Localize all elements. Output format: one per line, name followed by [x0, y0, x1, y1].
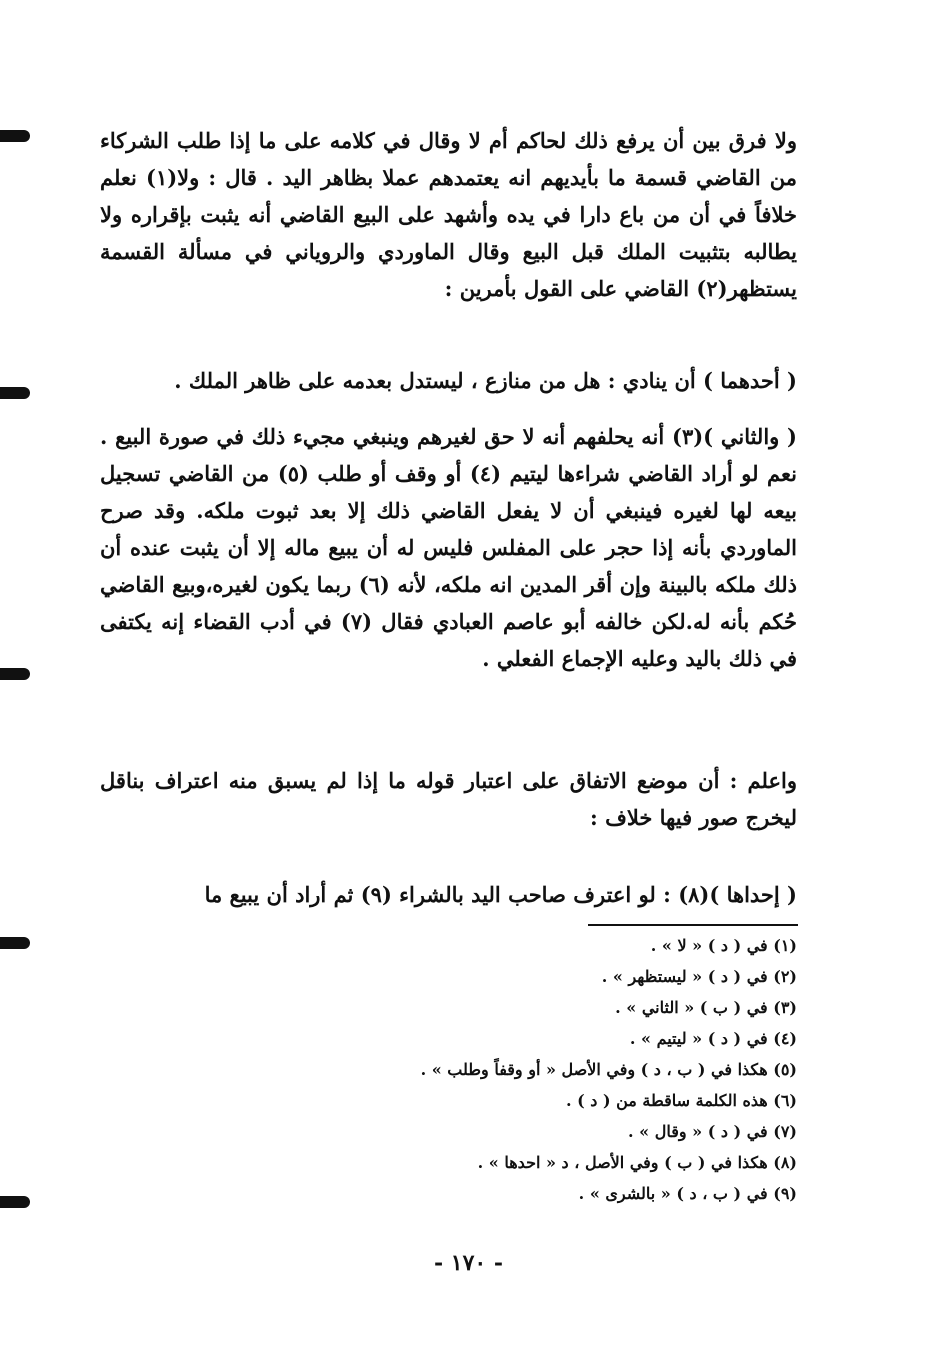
- footnote-item: (٢) في ( د ) « ليستظهر » .: [601, 967, 797, 986]
- footnote-item: (٣) في ( ب ) « الثاني » .: [615, 998, 797, 1017]
- paragraph-1-text: ولا فرق بين أن يرفع ذلك لحاكم أم لا وقال في كلامه على ما إذا طلب الشركاء من القاضي قسمة ما بأيديهم انه يعتمدهم عملا بظاهر اليد . قال : ولا(١) نعلم خلافاً في أن من باع دارا في يده وأشهد على البيع القاضي أنه يثبت بإقراره ولا يطالبه بتثبيت الملك قبل البيع وقال الماوردي والروياني في مسألة القسمة يستظهر(٢) القاضي على القول بأمرين :: [100, 128, 798, 301]
- page-number: - ١٧٠ -: [433, 1250, 504, 1276]
- margin-mark: [0, 937, 30, 949]
- footnote-item: (٦) هذه الكلمة ساقطة من ( د ) .: [565, 1091, 797, 1110]
- footnote-separator: [588, 924, 798, 926]
- paragraph-2: [100, 362, 797, 399]
- footnote-item: (١) في ( د ) « لا » .: [650, 936, 797, 955]
- margin-mark: [0, 387, 30, 399]
- paragraph-3: [100, 418, 797, 677]
- paragraph-2-text: ( أحدهما ) أن ينادي : هل من منازع ، ليستدل بعدمه على ظاهر الملك .: [174, 368, 797, 393]
- footnote-item: (٤) في ( د ) « ليتيم » .: [629, 1029, 797, 1048]
- paragraph-3-text: ( والثاني )(٣) أنه يحلفهم أنه لا حق لغيرهم وينبغي مجيء ذلك في صورة البيع . نعم لو أراد القاضي شراءها ليتيم (٤) أو وقف أو طلب (٥) من القاضي تسجيل بيعه لها لغيره فينبغي أن لا يفعل القاضي ذلك إلا بعد ثبوت ملكه. وقد صرح الماوردي بأنه إذا حجر على المفلس فليس له أن يبيع ماله إلا أن يثبت عنده أن ذلك ملكه بالبينة وإن أقر المدين انه ملكه، لأنه (٦) ربما يكون لغيره،وبيع القاضي حُكم بأنه له.لكن خالفه أبو عاصم العبادي فقال (٧) في أدب القضاء إنه يكتفى في ذلك باليد وعليه الإجماع الفعلي .: [100, 424, 798, 671]
- paragraph-4: [100, 762, 797, 836]
- footnote-item: (٧) في ( د ) « وقال » .: [628, 1122, 797, 1141]
- paragraph-1: [100, 122, 797, 307]
- footnotes: [300, 930, 797, 1209]
- margin-mark: [0, 130, 30, 142]
- paragraph-5-text: ( إحداها )(٨) : لو اعترف صاحب اليد بالشراء (٩) ثم أراد أن يبيع ما: [204, 882, 797, 907]
- paragraph-4-text: واعلم : أن موضع الاتفاق على اعتبار قوله ما إذا لم يسبق منه اعتراف بناقل ليخرج صور فيها خلاف :: [100, 768, 797, 830]
- margin-mark: [0, 668, 30, 680]
- footnote-item: (٩) في ( ب ، د ) « بالشرى » .: [578, 1184, 797, 1203]
- margin-mark: [0, 1196, 30, 1208]
- footnote-item: (٨) هكذا في ( ب ) وفي الأصل ، د « احدها » .: [477, 1153, 797, 1172]
- paragraph-5: [100, 876, 797, 913]
- footnote-item: (٥) هكذا في ( ب ، د ) وفي الأصل « أو وقفاً وطلب » .: [420, 1060, 797, 1079]
